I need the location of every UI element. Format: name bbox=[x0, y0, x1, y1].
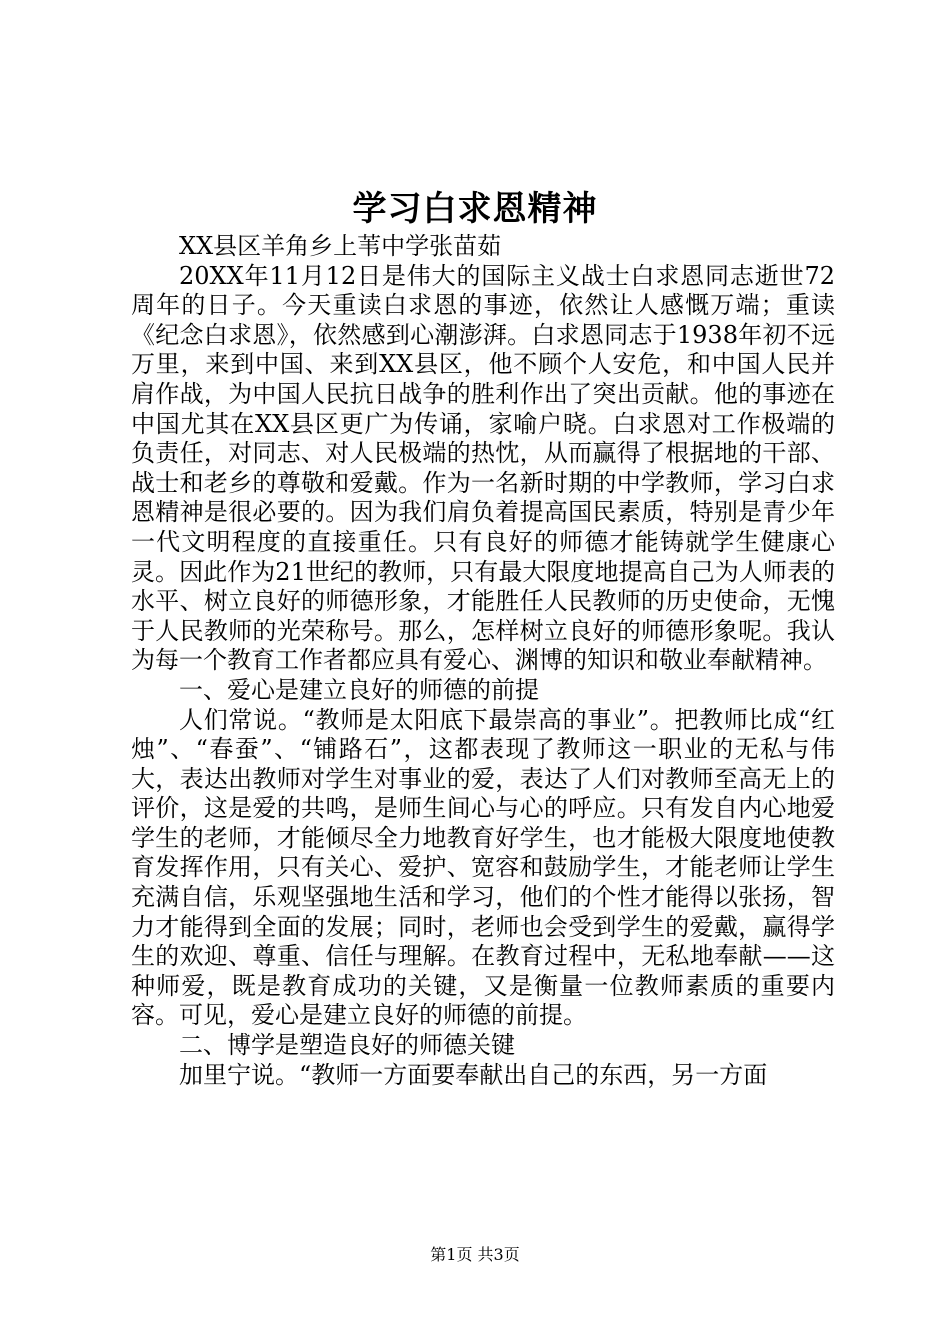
paragraph-section-1: 人们常说。“教师是太阳底下最崇高的事业”。把教师比成“红烛”、“春蚕”、“铺路石”，这都表现了教师这一职业的无私与伟大，表达出教师对学生对事业的爱，表达了人们对教师至高无上的评价，这是爱的共鸣，是师生间心与心的呼应。只有发自内心地爱学生的老师，才能倾尽全力地教育好学生，也才能极大限度地使教育发挥作用，只有关心、爱护、宽容和鼓励学生，才能老师让学生充满自信，乐观坚强地生活和学习，他们的个性才能得以张扬，智力才能得到全面的发展；同时，老师也会受到学生的爱戴，赢得学生的欢迎、尊重、信任与理解。在教育过程中，无私地奉献——这种师爱，既是教育成功的关键，又是衡量一位教师素质的重要内容。可见，爱心是建立良好的师德的前提。 bbox=[131, 705, 835, 1030]
section-heading-2: 二、博学是塑造良好的师德关键 bbox=[179, 1031, 515, 1060]
page-footer: 第1页 共3页 bbox=[430, 1245, 520, 1264]
section-heading-1: 一、爱心是建立良好的师德的前提 bbox=[179, 675, 539, 704]
document-body bbox=[131, 232, 835, 1090]
document-title: 学习白求恩精神 bbox=[352, 189, 598, 229]
paragraph-section-2: 加里宁说。“教师一方面要奉献出自己的东西，另一方面 bbox=[179, 1060, 768, 1089]
author-line: XX县区羊角乡上苇中学张苗茹 bbox=[179, 232, 502, 260]
paragraph-intro: 20XX年11月12日是伟大的国际主义战士白求恩同志逝世72周年的日子。今天重读白求恩的事迹，依然让人感慨万端；重读《纪念白求恩》，依然感到心潮澎湃。白求恩同志于1938年初不远万里，来到中国、来到XX县区，他不顾个人安危，和中国人民并肩作战，为中国人民抗日战争的胜利作出了突出贡献。他的事迹在中国尤其在XX县区更广为传诵，家喻户晓。白求恩对工作极端的负责任，对同志、对人民极端的热忱，从而赢得了根据地的干部、战士和老乡的尊敬和爱戴。作为一名新时期的中学教师，学习白求恩精神是很必要的。因为我们肩负着提高国民素质，特别是青少年一代文明程度的直接重任。只有良好的师德才能铸就学生健康心灵。因此作为21世纪的教师，只有最大限度地提高自己为人师表的水平、树立良好的师德形象，才能胜任人民教师的历史使命，无愧于人民教师的光荣称号。那么，怎样树立良好的师德形象呢。我认为每一个教育工作者都应具有爱心、渊博的知识和敬业奉献精神。 bbox=[131, 261, 835, 675]
